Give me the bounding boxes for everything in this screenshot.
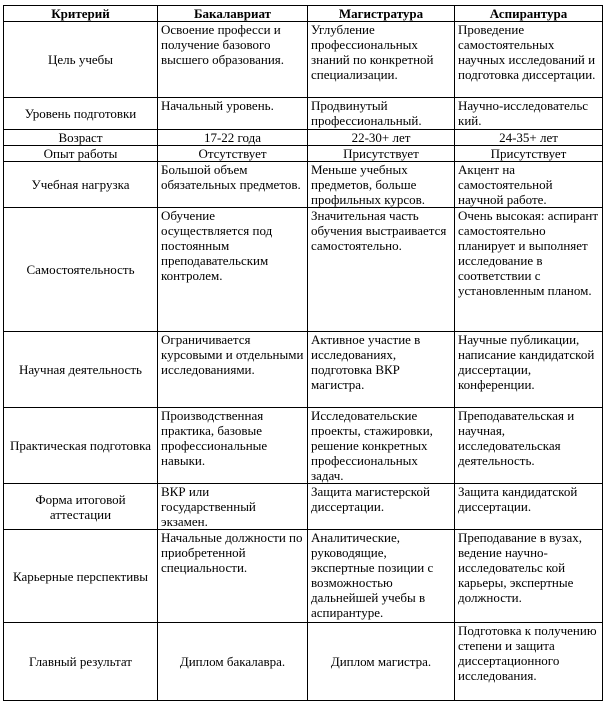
criterion-cell: Практическая подготовка	[4, 408, 158, 484]
master-cell: Присутствует	[308, 146, 455, 162]
table-row	[4, 623, 603, 701]
criterion-cell: Карьерные перспективы	[4, 530, 158, 623]
criterion-cell: Учебная нагрузка	[4, 162, 158, 208]
bachelor-cell: Ограничивается курсовыми и отдельными исследованиями.	[158, 332, 308, 408]
bachelor-cell: ВКР или государственный экзамен.	[158, 484, 308, 530]
table-row	[4, 530, 603, 623]
bachelor-cell: Производственная практика, базовые профессиональные навыки.	[158, 408, 308, 484]
table-row	[4, 98, 603, 130]
bachelor-cell: Обучение осуществляется под постоянным преподавательским контролем.	[158, 208, 308, 332]
comparison-table	[3, 5, 603, 701]
header-bachelor: Бакалавриат	[158, 6, 308, 22]
header-master: Магистратура	[308, 6, 455, 22]
bachelor-cell: 17-22 года	[158, 130, 308, 146]
master-cell: Углубление профессиональных знаний по конкретной специализации.	[308, 22, 455, 98]
criterion-cell: Самостоятельность	[4, 208, 158, 332]
bachelor-cell: Освоение професси и получение базового высшего образования.	[158, 22, 308, 98]
phd-cell: 24-35+ лет	[455, 130, 603, 146]
table-row	[4, 408, 603, 484]
criterion-cell: Научная деятельность	[4, 332, 158, 408]
table-row	[4, 130, 603, 146]
criterion-cell: Опыт работы	[4, 146, 158, 162]
table-row	[4, 208, 603, 332]
master-cell: 22-30+ лет	[308, 130, 455, 146]
master-cell: Меньше учебных предметов, больше профильных курсов.	[308, 162, 455, 208]
table-row	[4, 484, 603, 530]
phd-cell: Подготовка к получению степени и защита диссертационного исследования.	[455, 623, 603, 701]
table-row	[4, 162, 603, 208]
table-row	[4, 332, 603, 408]
master-cell: Защита магистерской диссертации.	[308, 484, 455, 530]
bachelor-cell: Большой объем обязательных предметов.	[158, 162, 308, 208]
header-row	[4, 6, 603, 22]
header-phd: Аспирантура	[455, 6, 603, 22]
master-cell: Аналитические, руководящие, экспертные позиции с возможностью дальнейшей учебы в аспирантуре.	[308, 530, 455, 623]
header-criterion: Критерий	[4, 6, 158, 22]
phd-cell: Защита кандидатской диссертации.	[455, 484, 603, 530]
bachelor-cell: Начальные должности по приобретенной специальности.	[158, 530, 308, 623]
phd-cell: Преподавание в вузах, ведение научно-исследовательс кой карьеры, экспертные должности.	[455, 530, 603, 623]
phd-cell: Присутствует	[455, 146, 603, 162]
criterion-cell: Уровень подготовки	[4, 98, 158, 130]
criterion-cell: Главный результат	[4, 623, 158, 701]
phd-cell: Научные публикации, написание кандидатской диссертации, конференции.	[455, 332, 603, 408]
phd-cell: Проведение самостоятельных научных исследований и подготовка диссертации.	[455, 22, 603, 98]
phd-cell: Научно-исследовательс кий.	[455, 98, 603, 130]
master-cell: Диплом магистра.	[308, 623, 455, 701]
bachelor-cell: Отсутствует	[158, 146, 308, 162]
criterion-cell: Возраст	[4, 130, 158, 146]
master-cell: Исследовательские проекты, стажировки, решение конкретных профессиональных задач.	[308, 408, 455, 484]
master-cell: Продвинутый профессиональный.	[308, 98, 455, 130]
criterion-cell: Форма итоговой аттестации	[4, 484, 158, 530]
phd-cell: Очень высокая: аспирант самостоятельно планирует и выполняет исследование в соответствии с установленным планом.	[455, 208, 603, 332]
master-cell: Значительная часть обучения выстраивается самостоятельно.	[308, 208, 455, 332]
criterion-cell: Цель учебы	[4, 22, 158, 98]
phd-cell: Преподавательская и научная, исследовательская деятельность.	[455, 408, 603, 484]
bachelor-cell: Начальный уровень.	[158, 98, 308, 130]
bachelor-cell: Диплом бакалавра.	[158, 623, 308, 701]
phd-cell: Акцент на самостоятельной научной работе.	[455, 162, 603, 208]
master-cell: Активное участие в исследованиях, подготовка ВКР магистра.	[308, 332, 455, 408]
table-row	[4, 146, 603, 162]
table-row	[4, 22, 603, 98]
